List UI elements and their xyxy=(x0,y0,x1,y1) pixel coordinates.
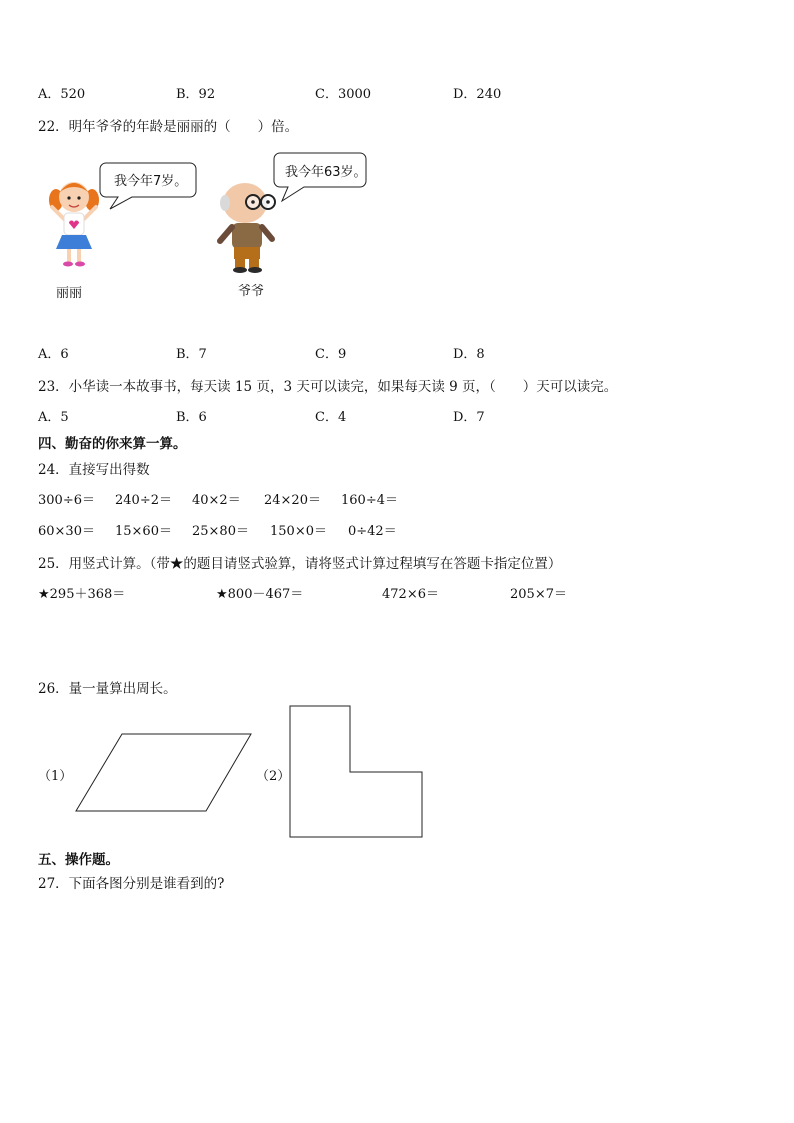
q23-option-a: A．5 xyxy=(38,410,69,425)
parallelogram-shape xyxy=(76,734,251,811)
q26-label-2: （2） xyxy=(256,769,291,784)
q22-option-c: C．9 xyxy=(315,347,347,362)
q24-item: 24×20＝ xyxy=(264,493,321,508)
q26-label-1: （1） xyxy=(38,769,73,784)
girl-speech-text: 我今年7岁。 xyxy=(114,174,188,189)
q24-item: 160÷4＝ xyxy=(341,493,398,508)
q21-option-b: B．92 xyxy=(176,87,216,102)
q25-item: ★800－467＝ xyxy=(216,587,304,602)
q26-figures xyxy=(70,700,430,845)
q24-item: 25×80＝ xyxy=(192,524,249,539)
q25-stem: 25．用竖式计算。（带★的题目请竖式验算，请将竖式计算过程填写在答题卡指定位置） xyxy=(38,556,562,572)
q21-option-a: A．520 xyxy=(38,87,86,102)
q22-stem: 22．明年爷爷的年龄是丽丽的（ ）倍。 xyxy=(38,119,299,135)
q25-item: ★295＋368＝ xyxy=(38,587,126,602)
q27-stem: 27．下面各图分别是谁看到的? xyxy=(38,876,225,892)
q22-option-d: D．8 xyxy=(453,347,485,362)
q24-item: 300÷6＝ xyxy=(38,493,95,508)
grandpa-speech-text: 我今年63岁。 xyxy=(285,165,367,180)
q21-option-c: C．3000 xyxy=(315,87,372,102)
q26-stem: 26．量一量算出周长。 xyxy=(38,681,177,697)
q24-item: 0÷42＝ xyxy=(348,524,397,539)
grandpa-name-label: 爷爷 xyxy=(238,284,265,299)
q23-option-b: B．6 xyxy=(176,410,207,425)
grandpa-figure-icon xyxy=(220,183,275,273)
q23-stem: 23．小华读一本故事书，每天读 15 页，3 天可以读完，如果每天读 9 页，（ ）天可以读完。 xyxy=(38,379,618,395)
q23-option-c: C．4 xyxy=(315,410,347,425)
q23-option-d: D．7 xyxy=(453,410,485,425)
q24-item: 240÷2＝ xyxy=(115,493,172,508)
q25-item: 472×6＝ xyxy=(382,587,439,602)
girl-figure-icon xyxy=(49,182,99,267)
q22-option-a: A．6 xyxy=(38,347,69,362)
q22-option-b: B．7 xyxy=(176,347,207,362)
q25-item: 205×7＝ xyxy=(510,587,567,602)
q24-item: 60×30＝ xyxy=(38,524,95,539)
q21-option-d: D．240 xyxy=(453,87,502,102)
l-shape xyxy=(290,706,422,837)
section-5-title: 五、操作题。 xyxy=(38,852,119,868)
q24-stem: 24．直接写出得数 xyxy=(38,462,150,478)
q24-item: 15×60＝ xyxy=(115,524,172,539)
q24-item: 40×2＝ xyxy=(192,493,241,508)
q24-item: 150×0＝ xyxy=(270,524,327,539)
girl-name-label: 丽丽 xyxy=(56,286,83,301)
section-4-title: 四、勤奋的你来算一算。 xyxy=(38,436,187,452)
